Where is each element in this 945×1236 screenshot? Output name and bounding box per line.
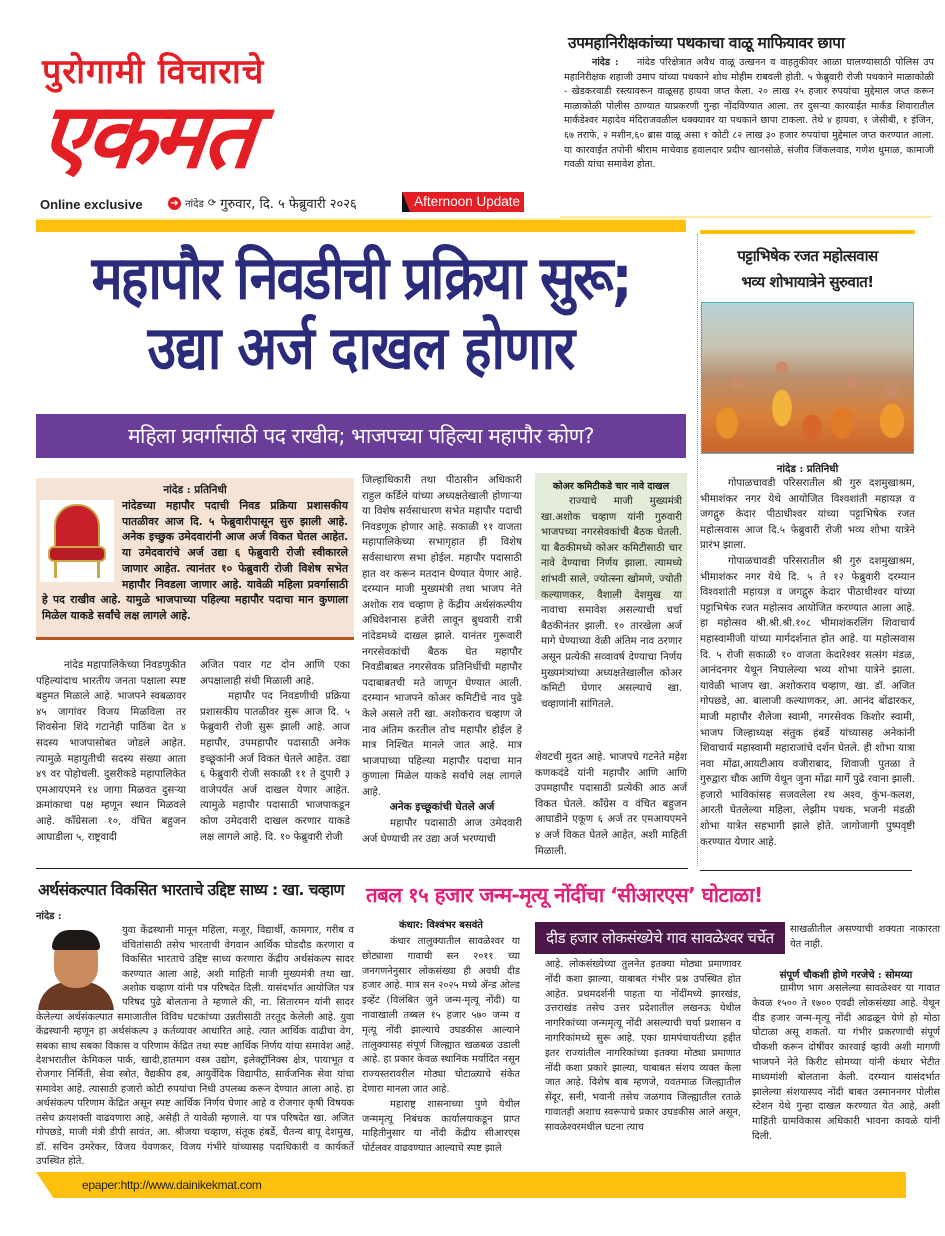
crs-paragraph: आहे. लोकसंख्येच्या तुलनेत इतक्या मोठ्या प्रमाणावर नोंदी कशा झाल्या, याबाबत गंभीर प्रश्न उपस्थित होत आहेत. प्रथमदर्शनी पाहता या नोंदींमध्ये झारखंड, उत्तराखंड तसेच उत्तर प्रदेशातील लखनऊ येथील नागरिकांच्या जन्म‍मृत्यू नोंदी असल्याची चर्चा प्रशासन व नागरिकांमध्ये सुरू आहे. एका ग्रामपंचायतीच्या हद्दीत इतर राज्यांतील नागरिकांच्या इतक्या मोठ्या प्रमाणात नोंदी कशा प्रकारे झाल्या, याबाबत संशय व्यक्त केला जात आहे. विशेष बाब म्हणजे, यवतमाळ जिल्ह्यातील सेंदूर, सनी, भवानी तसेच जळगाव जिल्ह्यातील रताळे गावातही अशाच स्वरूपाचे प्रकार उघडकीस आले असून, सावळेश्वरमधील घटना त्याच xyxy=(545,959,741,1133)
crs-paragraph: महाराष्ट्र शासनाच्या पुणे येथील जन्म‍मृत्यू निबंधक कार्यालयाकडून प्राप्त माहितीनुसार या नोंदी केंद्रीय सीआरएस पोर्टलवर वाढवण्यात आल्याचे स्पष्ट झाले xyxy=(362,1098,520,1155)
main-story-column-3 xyxy=(362,473,522,847)
core-committee-body xyxy=(541,494,682,712)
crs-sub-banner: दीड हजार लोकसंख्येचे गाव सावळेश्वर चर्चेत xyxy=(535,922,785,954)
main-story-column-2 xyxy=(200,658,350,845)
photo-story-headline xyxy=(700,243,915,295)
brief-dateline: नांदेड : xyxy=(592,57,619,68)
photo-story-paragraph: गोपाळचावडी परिसरातील श्री गुरु दशमुखाश्रम, भीमाशंकर नगर येथे आयोजित विश्वशांती महायज्ञ व जगद्गुरु केदार पीठाधीश्वर यांच्या पट्टाभिषेक रजत महोत्सवास आज दि.५ फेब्रुवारी रोजी भव्य शोभा यात्रेने प्रारंभ झाला. xyxy=(700,478,915,552)
main-headline-line1: महापौर निवडीची प्रक्रिया सुरू; xyxy=(91,244,631,314)
main-story-paragraph: नांदेड महापालिकेच्या निवडणुकीत पहिल्यांदाच भारतीय जनता पक्षाला स्पष्ट बहुमत मिळाले आहे. भाजपने स्वबळावर ४५ जागांवर विजय मिळविला तर शिवसेना शिंदे गटानेही पाठिंबा देत ४ सदस्य भाजपासोबत जोडले आहेत. त्यामुळे महायुतीची सदस्य संख्या आता ४९ वर पोहोचली. दुसरीकडे महापालिकेत एमआयएमने १४ जागा मिळवत दुसऱ्या क्रमांकाचा पक्ष म्हणून स्थान मिळवले आहे. काँग्रेसला १०, वंचित बहुजन आघाडीला ५, राष्ट्रवादी xyxy=(36,660,186,843)
main-story-paragraph: जिल्हाधिकारी तथा पीठासीन अधिकारी राहुल कर्डिले यांच्या अध्यक्षतेखाली होणाऱ्या या विशेष सर्वसाधारण सभेत महापौर पदाची निवडणूक होणार आहे. सकाळी ११ वाजता महापालिकेच्या सभागृहात ही विशेष सर्वसाधारण सभा होईल. महापौर पदासाठी हात वर करून मतदान घेण्यात येणार आहे. दरम्यान माजी मुख्यमंत्री तथा भाजप नेते अशोक राव चव्हाण हे केंद्रीय अर्थसंकल्पीय अधिवेशनास हजेरी लावून बुधवारी रात्री नांदेडमध्ये दाखल झाले. यानंतर गुरूवारी नगरसेवकांची बैठक घेत महापौर निवडीबाबत नगरसेवक प्रतिनिधींची महापौर पदाबाबतची मते जाणून घेण्यात आली. दरम्यान भाजपने कोअर कमिटीचे नाव पुढे केले असले तरी खा. अशोकराव चव्हाण जे नाव अंतिम करतील तोच महापौर होईल हे मात्र निश्चित मानले जात आहे. मात्र भाजपाच्या पहिल्या महापौर पदाचा मान कुणाला मिळेल याकडे सर्वांचे लक्ष लागले आहे. xyxy=(362,475,522,798)
crs-column-3-top xyxy=(790,923,940,953)
main-story-paragraph: महापौर पद निवडणीची प्रक्रिया प्रशासकीय पातळीवर सुरू आज दि. ५ फेब्रुवारी रोजी सुरू झाली आहे. आज महापौर, उपमहापौर पदासाठी अनेक इच्छूकांनी अर्ज विकत घेतले आहेत. उद्या ६ फेब्रुवारी रोजी सकाळी ११ ते दुपारी ३ वाजेपर्यंत अर्ज दाखल येणार आहेत. त्यामुळे महापौर पदासाठी भाजपाकडून कोण उमेदवारी दाखल करणार याकडे लक्ष लागले आहे. दि. १० फेब्रुवारी रोजी xyxy=(200,691,350,843)
portrait-photo xyxy=(36,926,114,1010)
curved-arrow-icon: ⟳ xyxy=(207,197,217,209)
crs-paragraph: ग्रामीण भाग असलेल्या सावळेश्वर या गावात केवळ १५०० ते १७०० एवढी लोकसंख्या आहे. येथून दीड हजार जन्म-मृत्यू नोंदी आढळून येणे हो मोठा घोटाळा असू शकतो. या गंभीर प्रकरणाची संपूर्ण चौकशी करून दोषींवर कारवाई व्हावी अशी मागणी भाजपने नेते किरीट सोमय्या यांनी कंधार भेटीत माध्यमांशी बोलताना केली. दरम्यान यासंदर्भात झालेल्या संशयास्पद नोंदी बाबत उस्माननगर पोलीस स्टेशन येथे गुन्हा दाखल करण्यात येत आहे, अशी माहिती ग्रामविकास अधिकारी भावना कावळे यांनी दिली. xyxy=(752,983,940,1142)
crs-paragraph: साखळीतील असण्याची शक्यता नाकारता येत नाही. xyxy=(790,924,940,950)
crs-column-3 xyxy=(752,982,940,1145)
budget-dateline: नांदेड : xyxy=(36,911,62,922)
main-story-column-1 xyxy=(36,658,186,845)
main-subhead-banner: महिला प्रवर्गासाठी पद राखीव; भाजपच्या पहिल्या महापौर कोण? xyxy=(36,414,686,458)
throne-chair-image xyxy=(40,500,114,582)
newspaper-logo: एकमत xyxy=(34,83,258,189)
crs-subhead: संपूर्ण चौकशी होणे गरजेचे : सोमय्या xyxy=(779,970,913,981)
section-rule xyxy=(36,868,688,869)
photo-story-paragraph: गोपाळचावडी परिसरातील श्री गुरु दशमुखाश्रम, भीमाशंकर नगर येथे दि. ५ ते १२ फेब्रुवारी दरम्यान विश्वशांती महायज्ञ व जगद्गुरु केदार पीठाधीश्वर यांच्या पट्टाभिषेक रजत महोत्सव आयोजित करण्यात आला आहे. हा महोत्सव श्री.श्री.श्री.१०८ भीमाशंकरलिंग शिवाचार्य महास्वामीजी यांच्या मार्गदर्शनात होत आहे. या महोत्सवास दि. ५ रोजी सकाळी १० वाजता केदारेश्वर सत्संग मंडळ, आनंदनगर येथून निघालेल्या भव्य शोभा यात्रेने झाला. यावेळी भाजप खा. अशोकराव चव्हाण, खा. डॉ. अजित गोपछडे, आ. बालाजी कल्याणकर, आ. आनंद बोंढारकर, माजी महापौर शैलेजा स्वामी, नगरसेवक किशोर स्वामी, भाजप जिल्हाध्यक्ष संतुक हंबर्डे यांच्यासह अनेकांनी शिवाचार्य महास्वामी महाराजांचे दर्शन घेतले. ही शोभा यात्रा नवा मोंढा,आयटीआय वजीराबाद, शिवाजी पुतळा ते गुरुद्वारा चौक आणि येथून जुना मोंढा मार्गे पुढे रवाना झाली. हजारो भाविकांसह सजवलेला रथ अश्व, कुंभ-कलश, आरती घेतलेल्या महिला, लेझीम पथक, भजनी मंडळी शोभा यात्रेत सहभागी झाले होते. जागोजागी पुष्पवृष्टी करण्यात येणार आहे. xyxy=(700,555,915,848)
photo-story-article xyxy=(700,476,915,850)
photo-story-headline-line2: भव्य शोभायात्रेने सुरुवात! xyxy=(741,273,874,291)
budget-body-text: युवा केंद्रस्थानी मानून महिला, मजूर, विद्यार्थी, कामगार, गरीब व वंचितांसाठी तसेच भारताची वेगवान आर्थिक घोडदौड करणारा व विकसित भारताचे उद्दिष्ट साध्य करणारा केंद्रीय अर्थसंकल्प सादर करण्यात आला आहे, अशी माहिती माजी मुख्यमंत्री तथा खा. अशोक चव्हाण यांनी पत्र परिषदेत दिली. यासंदर्भात आयोजित पत्र परिषद पुढे बोलताना ते म्हणाले की, ना. सितारमन यांनी सादर केलेल्या अर्थसंकल्पात समाजातील विविध घटकांच्या उन्नतीसाठी तरतूद केलेली आहे. युवा केंद्रस्थानी म्हणून हा अर्थसंकल्प ३ कर्तव्यावर आधारित आहे. त्यात आर्थिक वाढीचा वेग, सबका साथ सबका विकास व परिणाम केंद्रित तथा स्पष्ट आर्थिक निर्णय यांचा समावेश आहे. देशभरातील केमिकल पार्क, खादी,हातमाग वस्त्र उद्योग, इलेक्ट्रॉनिक्स क्षेत्र, पायाभूत व रोजगार निर्मिती, सेवा स्त्रोत, वैद्यकीय हब, आयुर्वेदिक विद्यापीठ, सार्वजनिक सेवा यांचा समावेश आहे. त्यासाठी हजारो कोटी रुपयांचा निधी उपलब्ध करून देण्यात आला आहे. हा अर्थसंकल्प परिणाम केंद्रित असून स्पष्ट आर्थिक निर्णय घेणार आहे व रोजगार कृषी विषयक तसेच क्रयशक्ती वाढवणारा आहे, असेही ते यावेळी म्हणाले. या पत्र परिषदेत खा. अजित गोपछडे, माजी मंत्री डीपी सावंत, आ. श्रीजया चव्हाण, संतूक हंबर्डे, चैतन्य बापू देशमुख, डॉ. सचिन उमरेकर, विजय येवणकर, विजय गंभीरे यांच्यासह पदाधिकारी व कार्यकर्ते उपस्थित होते. xyxy=(36,925,354,1167)
arrow-right-icon: ➜ xyxy=(168,197,181,210)
epaper-link[interactable]: epaper:http://www.dainikekmat.com xyxy=(82,1178,262,1192)
main-headline-line2: उद्या अर्ज दाखल होणार xyxy=(147,314,575,384)
masthead-dateline xyxy=(168,194,357,212)
main-story-paragraph: शेवटची मुदत आहे. भाजपचे गटनेते महेश कणकदंडे यांनी महापौर आणि आणि उपमहापौर पदासाठी प्रत्येकी आठ अर्ज विकत घेतले. काँग्रेस व वंचित बहुजन आघाडीने एकूण ६ अर्ज तर एमआयएमने ४ अर्ज विकत घेतले आहेत, अशी माहिती मिळाली. xyxy=(535,752,687,857)
dateline-date: गुरुवार, दि. ५ फेब्रुवारी २०२६ xyxy=(220,197,357,212)
dateline-city: नांदेड xyxy=(185,199,204,210)
brief-headline: उपमहानिरीक्षकांच्या पथकाचा वाळू माफियावर छापा xyxy=(568,34,845,52)
crs-column-2 xyxy=(545,958,741,1136)
crs-paragraph: कंधार तालुक्यातील सावळेश्वर या छोट्याशा गावाची सन २०११ च्या जनगणनेनुसार लोकसंख्या ही अवघी दीड हजार आहे. मात्र सन २०२५ मध्ये ॲन्ड ओल्ड इव्हेंट (विलंबित जुने जन्म-मृत्यू नोंदी) या नावाखाली तब्बल १५ हजार ५७० जन्म व मृत्यू नोंदी झाल्याचे उघडकीस आल्याने तालुक्यासह संपूर्ण जिल्ह्यात खळबळ उडाली आहे. हा प्रकार केवळ स्थानिक मर्यादित नसून राज्यस्तरावरील मोठ्या घोटाळ्याचे संकेत देणारा मानला जात आहे. xyxy=(362,936,520,1095)
main-story-paragraph: अजित पवार गट दोन आणि एका अपक्षालाही संधी मिळाली आहे. xyxy=(200,660,350,687)
brief-body-text: नांदेड परिक्षेत्रात अवैध वाळू उत्खनन व वाहतुकीवर आळा घालण्यासाठी पोलिस उप महानिरीक्षक शहाजी उमाप यांच्या पथकाने शोध मोहीम राबवली होती. ५ फेब्रुवारी रोजी पथकाने माळाकोळी - खेडकरवाडी रस्त्यावरून वाळूसह हायवा जप्त केला. २० लाख २५ हजार रुपयांचा मुद्देमाल जप्त करून माळाकोळी पोलीस ठाण्यात याप्रकरणी गुन्हा नोंदविण्यात आला. तर दुसऱ्या कारवाईत मार्कंड शिवारातील मार्कंडेश्वर महादेव मंदिराजवळील धक्क्यावर या पथकाने छापा टाकला. तेथे ४ हायवा, १ जेसीबी, १ इंजिन, ६७ तराफे, २ मशीन,६० ब्रास वाळू असा १ कोटी ८२ लाख ३० हजार रुपयांचा मुद्देमाल जप्त करण्यात आला. या कारवाईत तपोनी श्रीराम माचेवाड हवालदार प्रदीप खानसोळे, संजीव जिंकलवाड, गणेश धुमाळ, कामाजी गवळी यांचा समावेश होता. xyxy=(564,57,935,171)
main-story-subhead: अनेक इच्छूकांची घेतले अर्ज xyxy=(389,801,495,814)
online-exclusive-label: Online exclusive xyxy=(40,197,143,212)
photo-story-headline-line1: पट्टाभिषेक रजत महोत्सवास xyxy=(737,247,878,265)
crs-column-1 xyxy=(362,935,520,1157)
afternoon-update-badge: Afternoon Update xyxy=(402,192,524,212)
photo-story-accent-bar xyxy=(700,230,915,234)
masthead-tagline: पुरोगामी विचाराचे xyxy=(42,52,265,92)
photo-story-dateline: नांदेड : प्रतिनिधी xyxy=(776,463,839,475)
brief-article xyxy=(564,56,934,173)
brief-divider xyxy=(560,216,932,218)
column-separator xyxy=(697,234,698,866)
main-story-column-4 xyxy=(535,750,687,859)
lead-text: नांदेडच्या महापौर पदाची निवड प्रक्रिया प्रशासकीय पातळीवर आज दि. ५ फेब्रुवारीपासून सुरु झाली आहे. अनेक इच्छुक उमेदवारांनी आज अर्ज विकत घेतल आहेत. या उमेदवारांचे अर्ज उद्या ६ फेब्रुवारी रोजी स्वीकारले जाणार आहेत. त्यानंतर १० फेब्रुवारी रोजी विशेष सभेत महापौर निवडला जाणार आहे. यावेळी महिला प्रवर्गासाठी हे पद राखीव आहे. यामुळे भाजपाच्या पहिल्या महापौर पदाचा मान कुणाला मिळेल याकडे सर्वांचे लक्ष लागले आहे. xyxy=(42,499,348,622)
section-rule xyxy=(700,870,912,871)
core-committee-paragraph: राज्याचे माजी मुख्यमंत्री खा.अशोक चव्हाण यांनी गुरुवारी भाजपच्या नगरसेवकांची बैठक घेतली. या बैठकीमध्ये कोअर कमिटीसाठी चार नावे देण्याचा निर्णय झाला. त्यामध्ये शांभवी साले, ज्योत्स्ना खोमणे, ज्योती कल्याणकर, वैशाली देशमुख या नावाचा समावेश असल्याची चर्चा बैठकीनंतर झाली. १० तारखेला अर्ज मागे घेण्याच्या वेळी अंतिम नाव ठरणार असून प्रत्येकी सव्वावर्ष देण्याचा निर्णय मुख्यमंत्र्यांच्या अध्यक्षतेखालील कोअर कमिटी घेणार असल्याचे खा. चव्हाणांनी सांगितले. xyxy=(541,496,682,710)
headline-accent-bar xyxy=(36,220,686,232)
procession-photo xyxy=(701,302,914,454)
lead-dateline: नांदेड : प्रतिनिधी xyxy=(163,484,227,496)
lead-article xyxy=(42,498,348,624)
budget-story-article xyxy=(36,910,354,1169)
budget-story-headline: अर्थसंकल्पात विकसित भारताचे उद्दिष्ट साध्य : खा. चव्हाण xyxy=(38,881,344,899)
crs-byline: कंधार: विश्वंभर बसवंते xyxy=(399,920,483,931)
core-committee-title: कोअर कमिटीकडे चार नावे दाखल xyxy=(552,481,670,492)
main-story-paragraph: महापौर पदासाठी आज उमेदवारी अर्ज घेण्याची तर उद्या अर्ज भरण्याची xyxy=(362,818,522,845)
crs-story-headline: तबल १५ हजार जन्म-मृत्यू नोंदींचा ‘सीआरएस’ घोटाळा! xyxy=(366,883,763,907)
